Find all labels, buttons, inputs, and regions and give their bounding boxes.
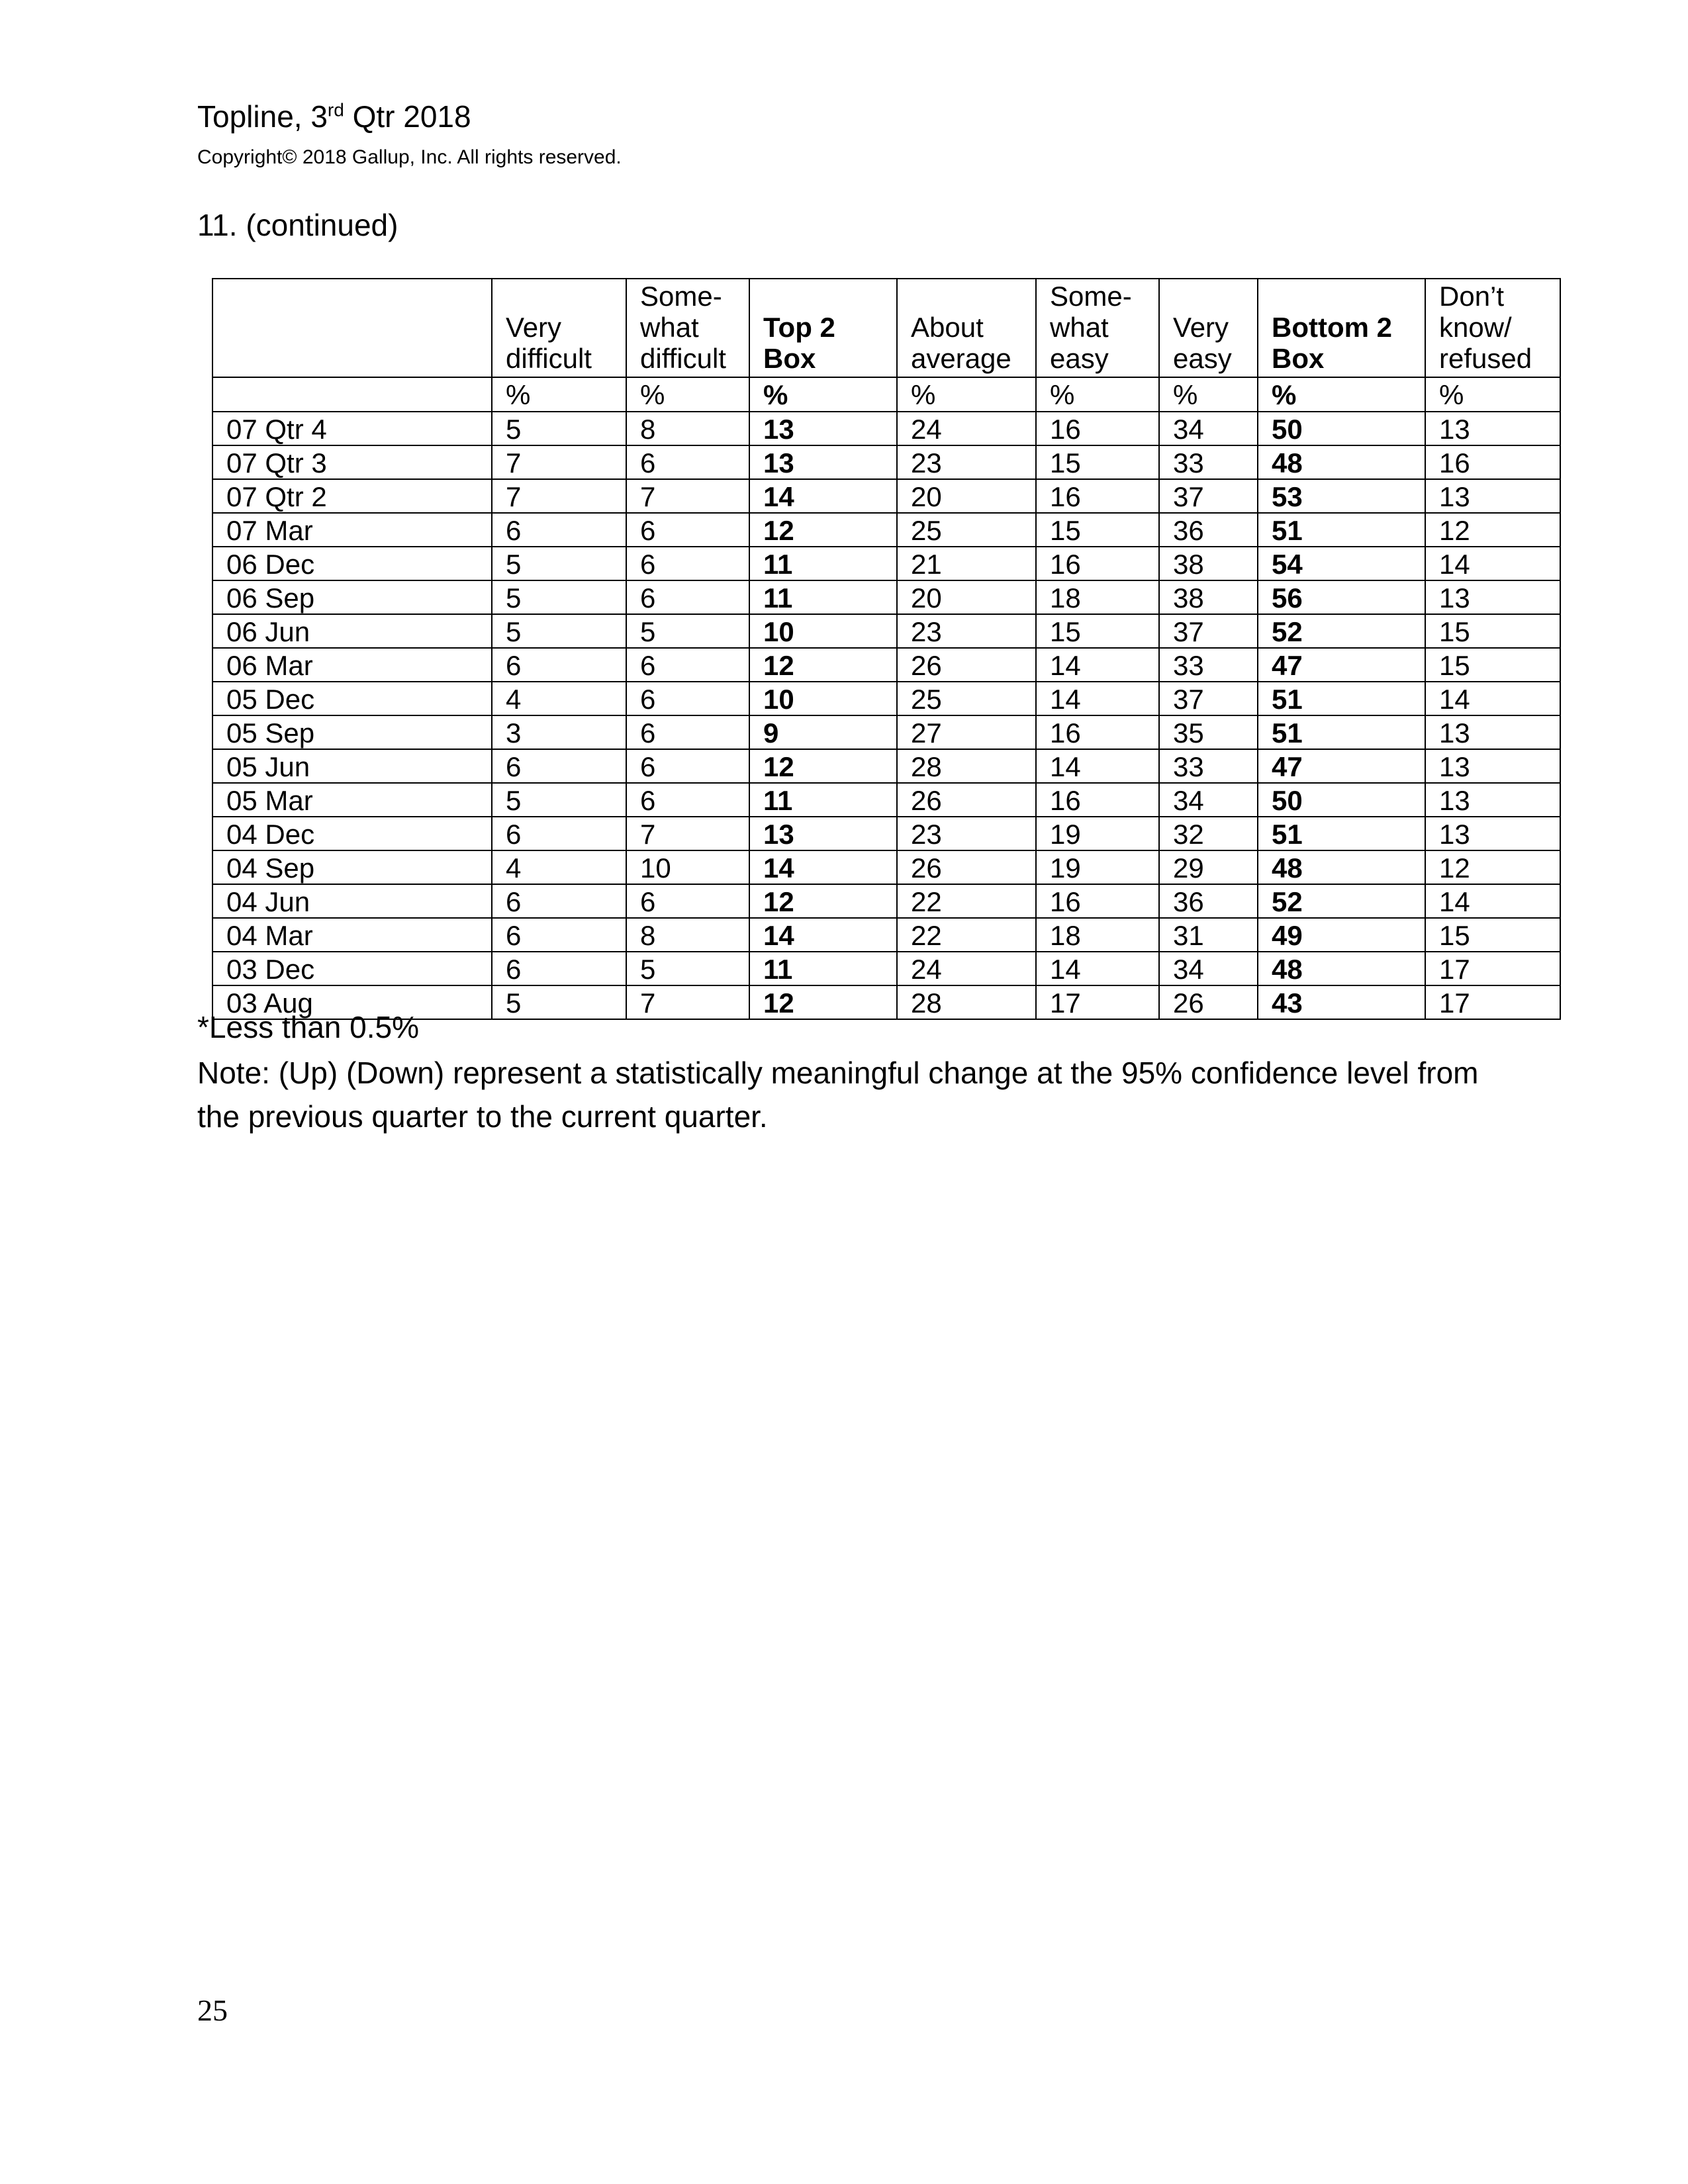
table-cell: 5: [492, 412, 626, 445]
table-cell: 14: [1425, 547, 1560, 580]
table-cell: 20: [897, 580, 1036, 614]
column-header-line: what: [640, 312, 699, 343]
column-unit: %: [1258, 377, 1425, 412]
table-cell: 7: [626, 985, 749, 1019]
table-cell: 14: [1036, 749, 1159, 783]
table-cell: 8: [626, 412, 749, 445]
table-cell: 6: [626, 715, 749, 749]
row-period-label: 06 Sep: [212, 580, 492, 614]
table-cell: 14: [1036, 648, 1159, 682]
column-header-line: About: [911, 312, 984, 343]
table-row: [212, 648, 1560, 682]
table-cell: 37: [1159, 614, 1258, 648]
table-cell: 19: [1036, 850, 1159, 884]
table-row: [212, 817, 1560, 850]
table-cell: 6: [626, 580, 749, 614]
table-cell: 17: [1425, 985, 1560, 1019]
table-row: [212, 884, 1560, 918]
table-cell: 13: [1425, 783, 1560, 817]
column-unit: %: [492, 377, 626, 412]
table-cell: 15: [1425, 614, 1560, 648]
table-cell: 25: [897, 682, 1036, 715]
table-cell: 23: [897, 614, 1036, 648]
table-cell: 13: [1425, 479, 1560, 513]
row-period-label: 07 Qtr 2: [212, 479, 492, 513]
row-period-label: 06 Jun: [212, 614, 492, 648]
table-cell: 12: [749, 648, 897, 682]
table-cell: 38: [1159, 580, 1258, 614]
column-header-line: Some-: [640, 281, 722, 312]
table-cell: 31: [1159, 918, 1258, 952]
column-header-line: easy: [1173, 343, 1232, 374]
row-period-label: 05 Jun: [212, 749, 492, 783]
table-cell: 16: [1036, 884, 1159, 918]
table-cell: 5: [626, 614, 749, 648]
table-cell: 6: [626, 547, 749, 580]
table-cell: 3: [492, 715, 626, 749]
page-number: 25: [197, 1993, 228, 2027]
table-cell: 14: [1425, 884, 1560, 918]
table-cell: 8: [626, 918, 749, 952]
table-cell: 16: [1036, 783, 1159, 817]
significance-note: Note: (Up) (Down) represent a statistically meaningful change at the 95% confidence level from the previous quarter to the current quarter.: [197, 1056, 1479, 1134]
table-cell: 26: [1159, 985, 1258, 1019]
table-cell: 12: [749, 513, 897, 547]
table-cell: 6: [626, 749, 749, 783]
row-period-label: 05 Sep: [212, 715, 492, 749]
table-cell: 6: [492, 817, 626, 850]
table-cell: 11: [749, 547, 897, 580]
table-cell: 32: [1159, 817, 1258, 850]
column-header-line: refused: [1439, 343, 1532, 374]
table-cell: 7: [492, 479, 626, 513]
table-cell: 5: [492, 547, 626, 580]
table-body: [212, 412, 1560, 1019]
table-cell: 34: [1159, 412, 1258, 445]
row-period-label: 07 Qtr 3: [212, 445, 492, 479]
table-cell: 10: [749, 614, 897, 648]
table-cell: 50: [1258, 783, 1425, 817]
header-unit-row: [212, 377, 1560, 412]
table-cell: 47: [1258, 648, 1425, 682]
table-cell: 17: [1036, 985, 1159, 1019]
column-header-line: difficult: [506, 343, 592, 374]
table-cell: 51: [1258, 715, 1425, 749]
column-header-line: Very: [1173, 312, 1229, 343]
table-cell: 7: [492, 445, 626, 479]
table-cell: 15: [1036, 614, 1159, 648]
table-cell: 4: [492, 850, 626, 884]
table-cell: 16: [1036, 715, 1159, 749]
row-period-label: 07 Qtr 4: [212, 412, 492, 445]
table-cell: 14: [1036, 952, 1159, 985]
table-cell: 26: [897, 850, 1036, 884]
table-cell: 28: [897, 749, 1036, 783]
table-cell: 13: [749, 817, 897, 850]
column-header: [897, 279, 1036, 377]
title-superscript: rd: [327, 99, 344, 120]
table-cell: 6: [626, 648, 749, 682]
table-row: [212, 513, 1560, 547]
table-cell: 34: [1159, 783, 1258, 817]
column-header: [492, 279, 626, 377]
table-cell: 7: [626, 817, 749, 850]
column-header-line: [763, 281, 896, 312]
column-header-line: Don’t: [1439, 281, 1505, 312]
table-cell: 48: [1258, 850, 1425, 884]
table-cell: 12: [749, 884, 897, 918]
question-label: 11. (continued): [197, 208, 399, 242]
table-cell: 18: [1036, 580, 1159, 614]
table-cell: 16: [1036, 479, 1159, 513]
table-row: [212, 952, 1560, 985]
table-cell: 15: [1425, 918, 1560, 952]
table-cell: 13: [1425, 412, 1560, 445]
table-cell: 14: [749, 850, 897, 884]
table-row: [212, 918, 1560, 952]
table-cell: 19: [1036, 817, 1159, 850]
column-unit: %: [897, 377, 1036, 412]
table-cell: 22: [897, 918, 1036, 952]
table-cell: 24: [897, 952, 1036, 985]
column-header-line: Some-: [1050, 281, 1132, 312]
table-cell: 13: [749, 445, 897, 479]
table-cell: 49: [1258, 918, 1425, 952]
table-cell: 13: [1425, 749, 1560, 783]
column-header: [1159, 279, 1258, 377]
column-header-line: average: [911, 343, 1011, 374]
table-cell: 36: [1159, 884, 1258, 918]
table-cell: 12: [1425, 513, 1560, 547]
table-cell: 23: [897, 445, 1036, 479]
table-cell: 20: [897, 479, 1036, 513]
table-cell: 52: [1258, 614, 1425, 648]
title-prefix: Topline, 3: [197, 99, 328, 134]
row-period-label: 05 Mar: [212, 783, 492, 817]
table-cell: 13: [1425, 715, 1560, 749]
table-row: [212, 614, 1560, 648]
table-cell: 48: [1258, 952, 1425, 985]
table-cell: 6: [492, 513, 626, 547]
table-cell: 37: [1159, 479, 1258, 513]
table-cell: 13: [1425, 817, 1560, 850]
column-header-line: [226, 312, 491, 343]
header-label-row: [212, 279, 1560, 377]
column-header: [626, 279, 749, 377]
table-cell: 48: [1258, 445, 1425, 479]
table-cell: 4: [492, 682, 626, 715]
table-row: [212, 783, 1560, 817]
table-row: [212, 715, 1560, 749]
column-header-line: [506, 281, 626, 312]
table-cell: 16: [1036, 412, 1159, 445]
table-cell: 6: [492, 749, 626, 783]
table-cell: 15: [1036, 513, 1159, 547]
table-cell: 9: [749, 715, 897, 749]
table-row: [212, 580, 1560, 614]
table-cell: 18: [1036, 918, 1159, 952]
column-header-line: [226, 343, 491, 374]
table-cell: 6: [492, 952, 626, 985]
column-unit: [212, 377, 492, 412]
table-cell: 5: [492, 614, 626, 648]
table-cell: 29: [1159, 850, 1258, 884]
table-cell: 12: [749, 749, 897, 783]
table-cell: 12: [1425, 850, 1560, 884]
column-header-line: difficult: [640, 343, 726, 374]
column-header-line: [1173, 281, 1257, 312]
column-header: [1036, 279, 1159, 377]
table-cell: 16: [1036, 547, 1159, 580]
table-cell: 5: [492, 783, 626, 817]
table-cell: 54: [1258, 547, 1425, 580]
table-cell: 5: [492, 580, 626, 614]
table-cell: 6: [626, 783, 749, 817]
column-header: [749, 279, 897, 377]
table-cell: 14: [1425, 682, 1560, 715]
table-cell: 51: [1258, 682, 1425, 715]
row-period-label: 04 Dec: [212, 817, 492, 850]
table-cell: 22: [897, 884, 1036, 918]
table-cell: 6: [492, 918, 626, 952]
column-header-line: know/: [1439, 312, 1512, 343]
row-period-label: 05 Dec: [212, 682, 492, 715]
table-cell: 5: [626, 952, 749, 985]
table-cell: 7: [626, 479, 749, 513]
table-cell: 6: [492, 884, 626, 918]
row-period-label: 04 Mar: [212, 918, 492, 952]
table-cell: 13: [749, 412, 897, 445]
table-cell: 5: [492, 985, 626, 1019]
row-period-label: 03 Aug: [212, 985, 492, 1019]
table-cell: 28: [897, 985, 1036, 1019]
table-row: [212, 412, 1560, 445]
table-cell: 33: [1159, 445, 1258, 479]
row-period-label: 06 Mar: [212, 648, 492, 682]
column-header-line: [1272, 281, 1425, 312]
table-cell: 10: [749, 682, 897, 715]
column-unit: %: [626, 377, 749, 412]
table-cell: 50: [1258, 412, 1425, 445]
table-row: [212, 479, 1560, 513]
table-cell: 16: [1425, 445, 1560, 479]
table-row: [212, 547, 1560, 580]
table-cell: 11: [749, 783, 897, 817]
title-suffix: Qtr 2018: [344, 99, 471, 134]
column-header-line: Very: [506, 312, 562, 343]
topline-table: [212, 278, 1561, 1020]
table-cell: 12: [749, 985, 897, 1019]
column-unit: %: [1159, 377, 1258, 412]
table-cell: 6: [492, 648, 626, 682]
table-cell: 14: [749, 479, 897, 513]
table-cell: 6: [626, 884, 749, 918]
row-period-label: 07 Mar: [212, 513, 492, 547]
table-cell: 34: [1159, 952, 1258, 985]
table-cell: 53: [1258, 479, 1425, 513]
column-header-line: Top 2: [763, 312, 835, 343]
column-unit: %: [1425, 377, 1560, 412]
table-cell: 26: [897, 783, 1036, 817]
table-cell: 33: [1159, 648, 1258, 682]
table-cell: 13: [1425, 580, 1560, 614]
column-header: [212, 279, 492, 377]
table-cell: 33: [1159, 749, 1258, 783]
table-cell: 23: [897, 817, 1036, 850]
table-cell: 52: [1258, 884, 1425, 918]
table-cell: 14: [1036, 682, 1159, 715]
column-header: [1258, 279, 1425, 377]
column-header-line: [911, 281, 1035, 312]
table-cell: 24: [897, 412, 1036, 445]
table-cell: 56: [1258, 580, 1425, 614]
row-period-label: 04 Sep: [212, 850, 492, 884]
table-cell: 6: [626, 445, 749, 479]
table-cell: 10: [626, 850, 749, 884]
page-title: [197, 98, 471, 135]
column-header-line: [226, 281, 491, 312]
table-cell: 6: [626, 682, 749, 715]
table-cell: 15: [1036, 445, 1159, 479]
table-row: [212, 749, 1560, 783]
table-row: [212, 445, 1560, 479]
table-cell: 51: [1258, 513, 1425, 547]
table-cell: 43: [1258, 985, 1425, 1019]
row-period-label: 04 Jun: [212, 884, 492, 918]
table-cell: 25: [897, 513, 1036, 547]
table-cell: 35: [1159, 715, 1258, 749]
table-cell: 51: [1258, 817, 1425, 850]
table-cell: 17: [1425, 952, 1560, 985]
table-cell: 15: [1425, 648, 1560, 682]
column-unit: %: [1036, 377, 1159, 412]
table-cell: 27: [897, 715, 1036, 749]
table-cell: 6: [626, 513, 749, 547]
column-header-line: Box: [1272, 343, 1325, 374]
table-cell: 14: [749, 918, 897, 952]
row-period-label: 03 Dec: [212, 952, 492, 985]
copyright-notice: Copyright© 2018 Gallup, Inc. All rights reserved.: [197, 146, 622, 168]
footnote: *Less than 0.5%: [197, 1010, 420, 1044]
column-header-line: easy: [1050, 343, 1109, 374]
table-cell: 38: [1159, 547, 1258, 580]
table-cell: 37: [1159, 682, 1258, 715]
column-header-line: Box: [763, 343, 816, 374]
column-header-line: what: [1050, 312, 1109, 343]
table-cell: 11: [749, 952, 897, 985]
table-cell: 36: [1159, 513, 1258, 547]
table-cell: 26: [897, 648, 1036, 682]
table-row: [212, 850, 1560, 884]
column-header: [1425, 279, 1560, 377]
table-cell: 47: [1258, 749, 1425, 783]
column-unit: %: [749, 377, 897, 412]
table-cell: 11: [749, 580, 897, 614]
column-header-line: Bottom 2: [1272, 312, 1392, 343]
row-period-label: 06 Dec: [212, 547, 492, 580]
table-row: [212, 682, 1560, 715]
table-cell: 21: [897, 547, 1036, 580]
